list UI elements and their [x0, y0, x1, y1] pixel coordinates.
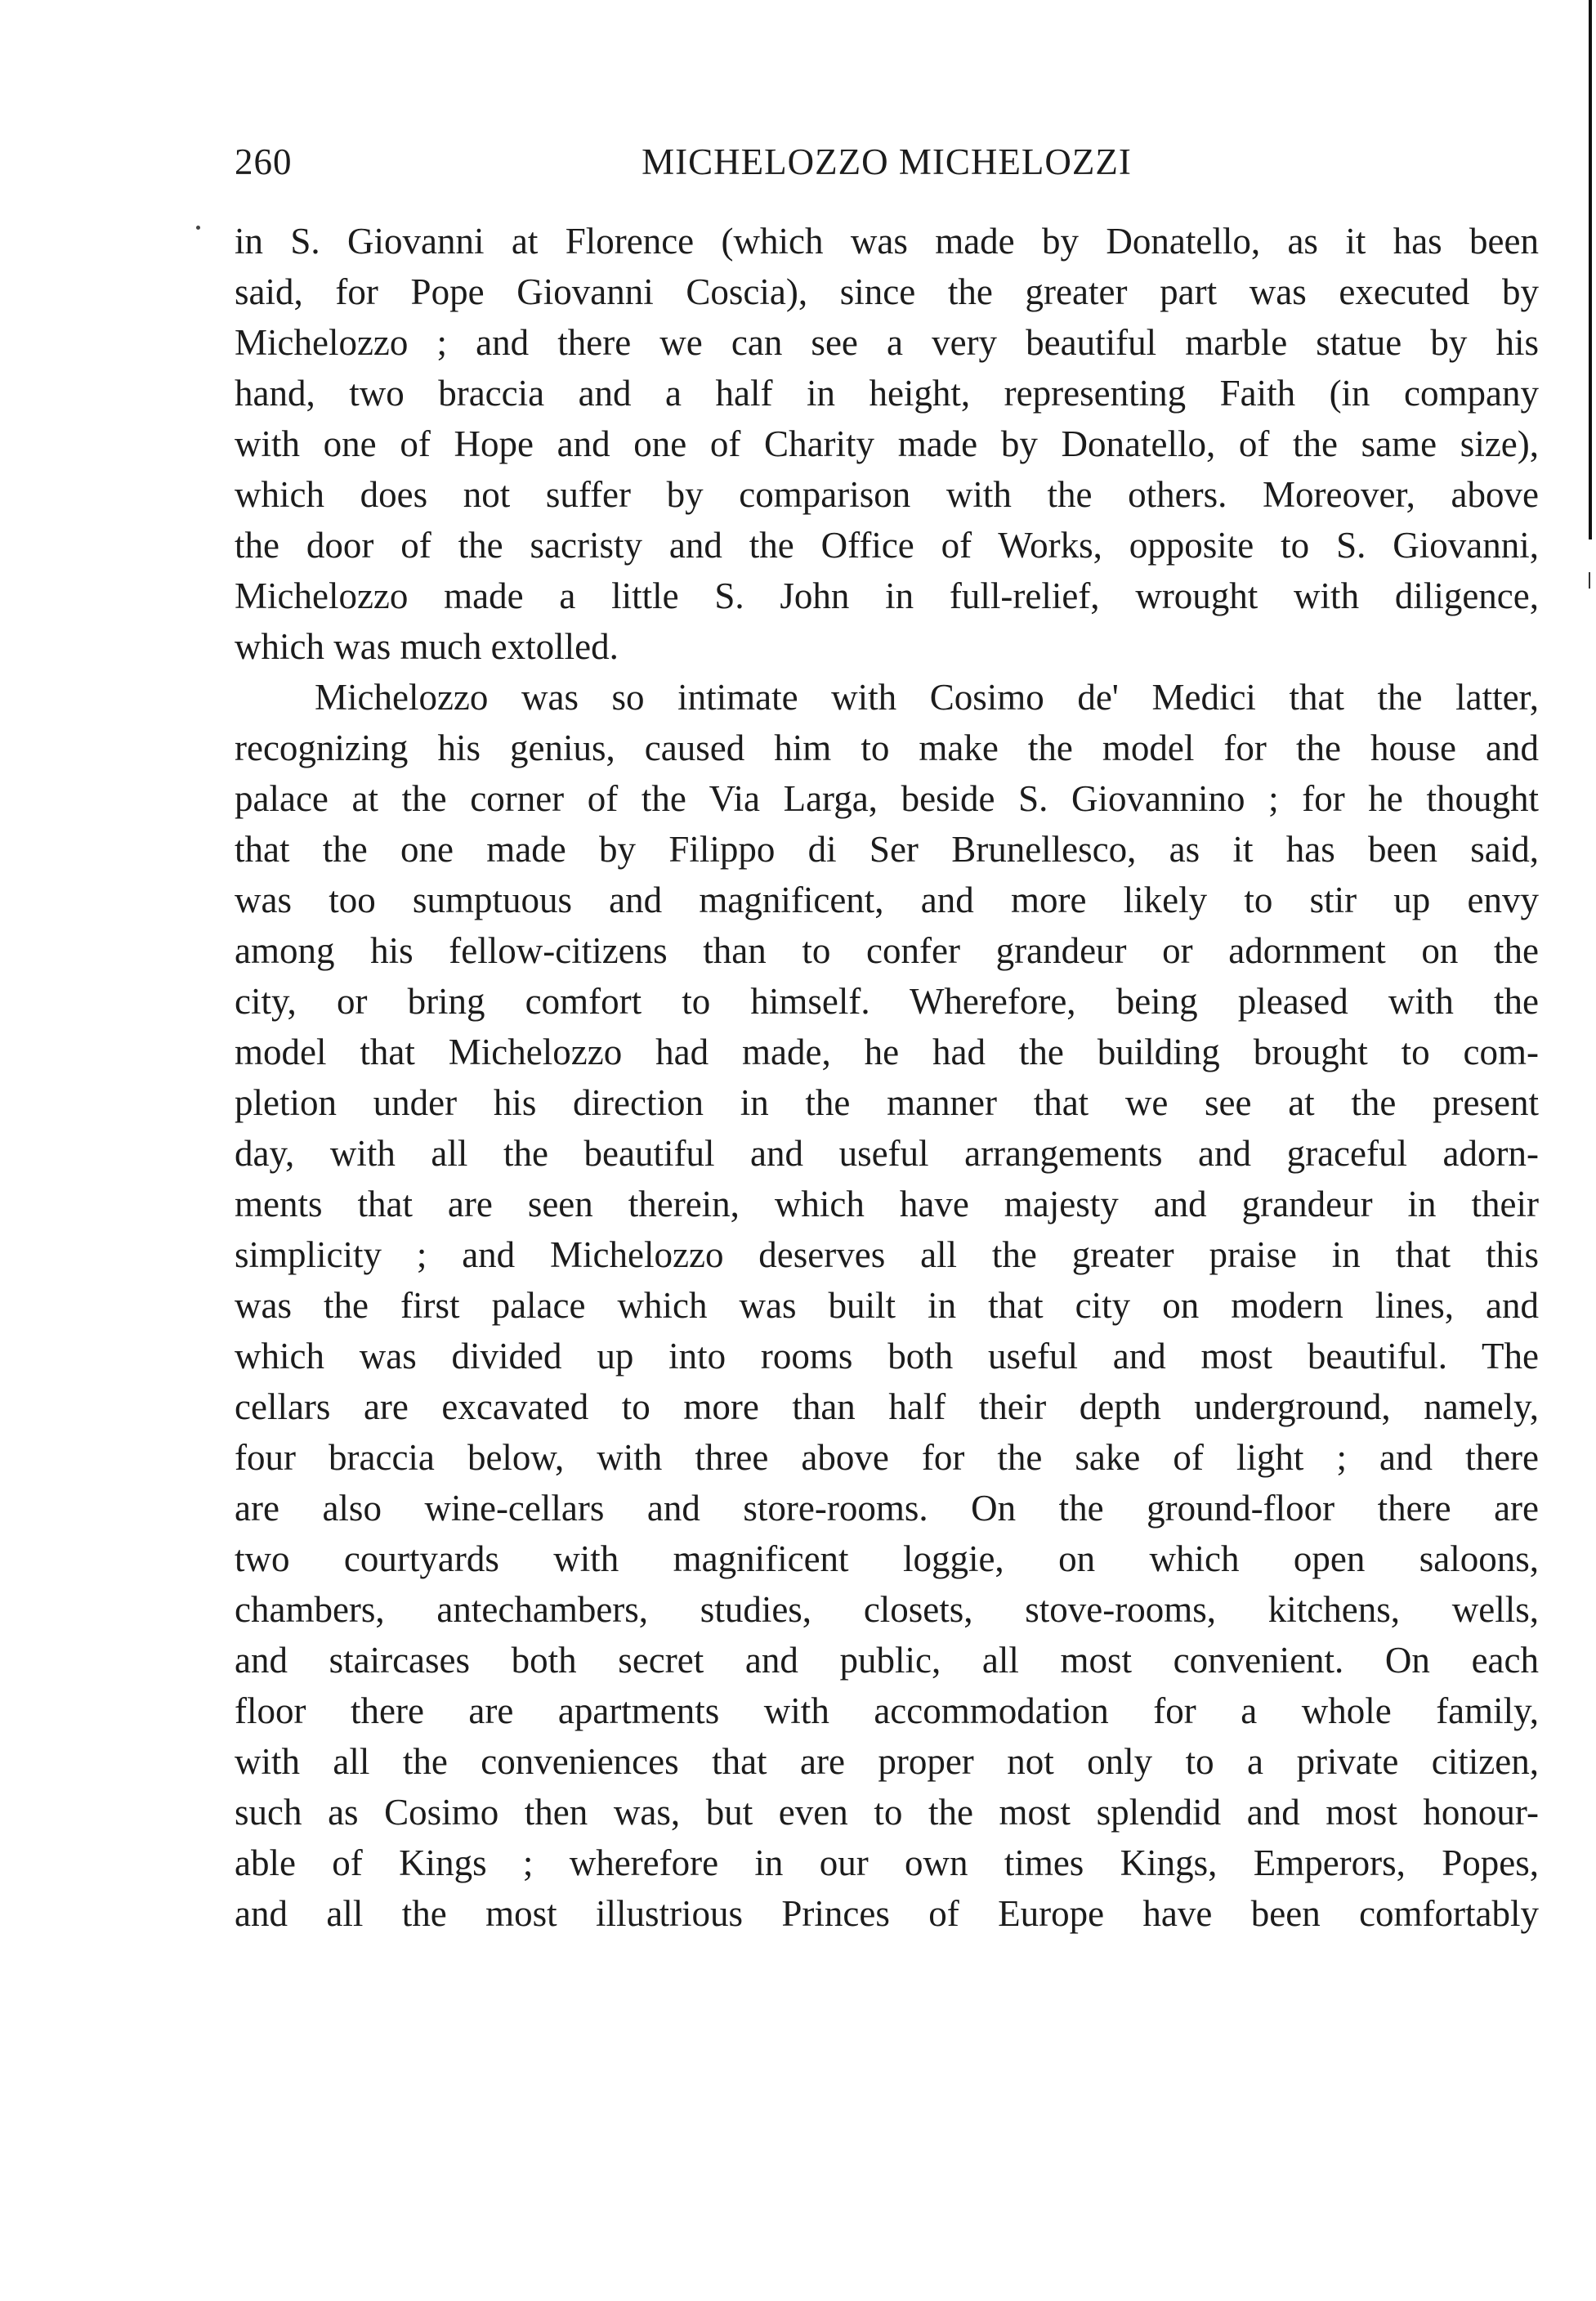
- text-line: was too sumptuous and magnificent, and more likely to stir up envy: [235, 880, 1539, 920]
- text-line: such as Cosimo then was, but even to the most splendid and most honour-: [235, 1792, 1539, 1833]
- text-line: with all the conveniences that are proper not only to a private citizen,: [235, 1741, 1539, 1782]
- text-line: that the one made by Filippo di Ser Brunellesco, as it has been said,: [235, 829, 1539, 870]
- text-line: four braccia below, with three above for the sake of light ; and there: [235, 1437, 1539, 1478]
- text-line: Michelozzo made a little S. John in full-relief, wrought with diligence,: [235, 575, 1539, 616]
- paragraph-2: [235, 672, 1539, 1939]
- text-line: Michelozzo was so intimate with Cosimo de' Medici that the latter,: [315, 677, 1539, 718]
- ink-speck: [196, 226, 200, 230]
- paragraph-1: [235, 216, 1539, 672]
- text-line: recognizing his genius, caused him to make the model for the house and: [235, 727, 1539, 768]
- text-line: are also wine-cellars and store-rooms. On the ground-floor there are: [235, 1488, 1539, 1529]
- text-line: city, or bring comfort to himself. Wherefore, being pleased with the: [235, 981, 1539, 1022]
- text-line: said, for Pope Giovanni Coscia), since the greater part was executed by: [235, 271, 1539, 312]
- text-line: two courtyards with magnificent loggie, on which open saloons,: [235, 1538, 1539, 1579]
- text-line: which does not suffer by comparison with the others. Moreover, above: [235, 474, 1539, 515]
- text-line: and all the most illustrious Princes of Europe have been comfortably: [235, 1893, 1539, 1934]
- text-line: cellars are excavated to more than half their depth underground, namely,: [235, 1386, 1539, 1427]
- text-line: chambers, antechambers, studies, closets, stove-rooms, kitchens, wells,: [235, 1589, 1539, 1630]
- text-line: and staircases both secret and public, all most convenient. On each: [235, 1640, 1539, 1681]
- body-text: [235, 216, 1539, 1939]
- text-line: among his fellow-citizens than to confer grandeur or adornment on the: [235, 930, 1539, 971]
- text-line: able of Kings ; wherefore in our own times Kings, Emperors, Popes,: [235, 1842, 1539, 1883]
- page-number: 260: [235, 141, 293, 182]
- text-line: simplicity ; and Michelozzo deserves all the greater praise in that this: [235, 1234, 1539, 1275]
- scan-edge-shadow: [1589, 0, 1592, 539]
- text-line: which was divided up into rooms both useful and most beautiful. The: [235, 1336, 1539, 1377]
- text-line: day, with all the beautiful and useful arrangements and graceful adorn-: [235, 1133, 1539, 1174]
- text-line: floor there are apartments with accommodation for a whole family,: [235, 1690, 1539, 1731]
- text-line: the door of the sacristy and the Office of Works, opposite to S. Giovanni,: [235, 525, 1539, 566]
- running-head: [235, 137, 1539, 186]
- text-line: ments that are seen therein, which have majesty and grandeur in their: [235, 1184, 1539, 1224]
- text-line: palace at the corner of the Via Larga, beside S. Giovannino ; for he thought: [235, 778, 1539, 819]
- text-line: with one of Hope and one of Charity made by Donatello, of the same size),: [235, 423, 1539, 464]
- running-title: MICHELOZZO MICHELOZZI: [642, 141, 1132, 182]
- text-line: was the first palace which was built in that city on modern lines, and: [235, 1285, 1539, 1326]
- text-line: Michelozzo ; and there we can see a very beautiful marble statue by his: [235, 322, 1539, 363]
- text-line: pletion under his direction in the manner that we see at the present: [235, 1082, 1539, 1123]
- text-line: in S. Giovanni at Florence (which was made by Donatello, as it has been: [235, 221, 1539, 262]
- text-line: which was much extolled.: [235, 626, 619, 667]
- scan-edge-mark: [1589, 572, 1590, 589]
- text-line: model that Michelozzo had made, he had the building brought to com-: [235, 1032, 1539, 1072]
- text-line: hand, two braccia and a half in height, representing Faith (in company: [235, 373, 1539, 414]
